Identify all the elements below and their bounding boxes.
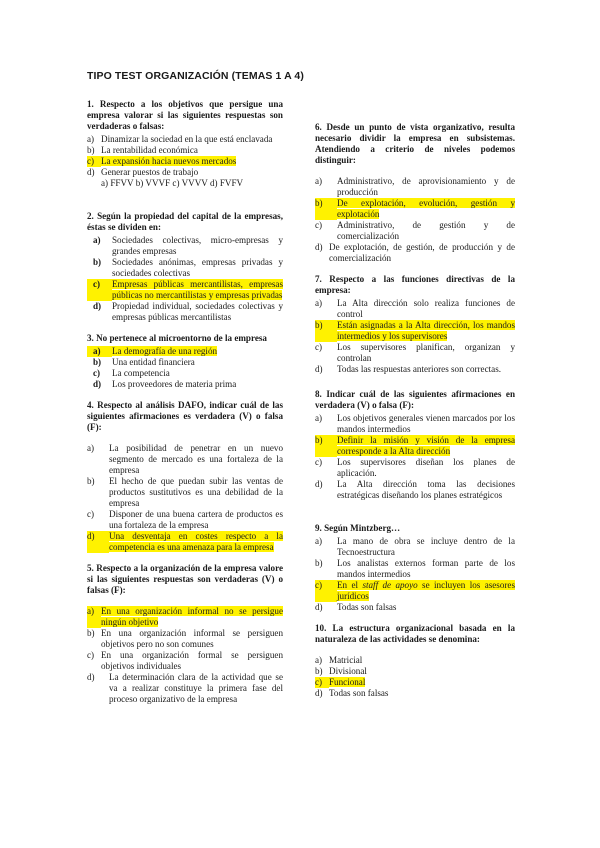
highlighted-answer: Están asignadas a la Alta dirección, los mandos intermedios y los supervisores — [337, 320, 515, 341]
option-d: d) Una desventaja en costes respecto a la competencia es una amenaza para la empresa — [87, 531, 283, 552]
question-title: 7. Respecto a las funciones directivas de la empresa: — [315, 274, 515, 295]
option-a: a) Sociedades colectivas, micro-empresas y grandes empresas — [93, 235, 283, 256]
question-title: 1. Respecto a los objetivos que persigue una empresa valorar si las siguientes respuestas son verdaderas o falsas: — [87, 99, 283, 131]
question-title: 2. Según la propiedad del capital de la empresas, éstas se dividen en: — [87, 211, 283, 232]
highlighted-answer: Funcional — [329, 677, 366, 687]
option-b: b) Los analistas externos forman parte de los mandos intermedios — [315, 558, 515, 579]
question-7 — [315, 274, 515, 375]
highlighted-answer: La expansión hacia nuevos mercados — [101, 156, 237, 166]
question-8 — [315, 389, 515, 501]
highlighted-answer: De explotación, evolución, gestión y explotación — [337, 198, 515, 219]
option-c: c) Los supervisores diseñan los planes de aplicación. — [315, 457, 515, 478]
option-b: b) En una organización informal se persiguen objetivos pero no son comunes — [87, 628, 283, 649]
right-column — [315, 122, 515, 699]
option-a: a) En una organización informal no se persigue ningún objetivo — [87, 606, 283, 627]
question-title: 10. La estructura organizacional basada en la naturaleza de las actividades se denomina: — [315, 623, 515, 644]
option-a: a) Dinamizar la sociedad en la que está enclavada — [87, 134, 273, 144]
question-4 — [87, 400, 283, 553]
option-c: c) Funcional — [315, 677, 366, 687]
option-c: c) En una organización formal se persiguen objetivos individuales — [87, 650, 283, 671]
option-a: a) Los objetivos generales vienen marcados por los mandos intermedios — [315, 413, 515, 434]
option-d: d) De explotación, de gestión, de producción y de comercialización — [315, 242, 515, 263]
highlighted-answer: En una organización informal no se persigue ningún objetivo — [101, 606, 283, 627]
option-c: c) La competencia — [93, 368, 170, 378]
left-column — [87, 99, 283, 705]
highlighted-answer: La demografía de una región — [112, 346, 218, 356]
option-d: d) Todas las respuestas anteriores son correctas. — [315, 364, 502, 374]
option-d: d) La Alta dirección toma las decisiones estratégicas diseñando los planes estratégicos — [315, 479, 515, 500]
option-b: b) La rentabilidad económica — [87, 145, 198, 155]
highlighted-answer: En el staff de apoyo se incluyen los asesores jurídicos — [337, 580, 515, 601]
question-9 — [315, 523, 515, 613]
question-title: 5. Respecto a la organización de la empresa valore si las siguientes respuestas son verdaderas (V) o falsas (F): — [87, 563, 283, 595]
option-d: d) Todas son falsas — [315, 602, 397, 612]
option-b: b) El hecho de que puedan subir las ventas de productos sustitutivos es una debilidad de la empresa — [87, 476, 283, 508]
option-d: d) Todas son falsas — [315, 688, 389, 698]
question-1 — [87, 99, 283, 189]
option-d: d) Generar puestos de trabajo — [87, 167, 199, 177]
option-b: b) Divisional — [315, 666, 367, 676]
question-6 — [315, 122, 515, 264]
option-b: b) De explotación, evolución, gestión y explotación — [315, 198, 515, 219]
page-title: TIPO TEST ORGANIZACIÓN (TEMAS 1 A 4) — [87, 70, 304, 82]
option-b: b) Definir la misión y visión de la empresa corresponde a la Alta dirección — [315, 435, 515, 456]
option-a: a) La mano de obra se incluye dentro de la Tecnoestructura — [315, 536, 515, 557]
question-title: 9. Según Mintzberg… — [315, 523, 401, 533]
question-2 — [87, 211, 283, 323]
highlighted-answer: Empresas públicas mercantilistas, empresas públicas no mercantilistas y empresas privadas — [112, 279, 283, 300]
option-b: b) Una entidad financiera — [93, 357, 195, 367]
question-title: 4. Respecto al análisis DAFO, indicar cuál de las siguientes afirmaciones es verdadera (V) o falsa (F): — [87, 400, 283, 432]
answer-combinations: a) FFVV b) VVVF c) VVVV d) FVFV — [101, 178, 244, 188]
option-c: c) Empresas públicas mercantilistas, empresas públicas no mercantilistas y empresas privadas — [87, 279, 283, 301]
option-a: a) La posibilidad de penetrar en un nuevo segmento de mercado es una fortaleza de la empresa — [87, 443, 283, 475]
question-5 — [87, 563, 283, 705]
option-a: a) Administrativo, de aprovisionamiento y de producción — [315, 176, 515, 197]
option-d: d) La determinación clara de la actividad que se va a realizar constituye la primera fase del proceso organizativo de la empresa — [87, 672, 283, 704]
question-title: 3. No pertenece al microentorno de la empresa — [87, 333, 267, 343]
question-title: 8. Indicar cuál de las siguientes afirmaciones en verdadera (V) o falsa (F): — [315, 389, 515, 410]
question-10 — [315, 623, 515, 699]
option-b: b) Están asignadas a la Alta dirección, los mandos intermedios y los supervisores — [315, 320, 515, 341]
option-c: c) Administrativo, de gestión y de comercialización — [315, 220, 515, 241]
option-c: c) En el staff de apoyo se incluyen los asesores jurídicos — [315, 580, 515, 601]
option-d: d) Propiedad individual, sociedades colectivas y empresas públicas mercantilistas — [93, 301, 283, 322]
option-a: a) Matricial — [315, 655, 363, 665]
question-3 — [87, 333, 283, 390]
option-c: c) Disponer de una buena cartera de productos es una fortaleza de la empresa — [87, 509, 283, 530]
option-d: d) Los proveedores de materia prima — [93, 379, 237, 389]
option-c: c) La expansión hacia nuevos mercados — [87, 156, 237, 166]
question-title: 6. Desde un punto de vista organizativo, resulta necesario dividir la empresa en subsistemas. Atendiendo a criterio de niveles podemos distinguir: — [315, 122, 515, 165]
option-a: a) La Alta dirección solo realiza funciones de control — [315, 298, 515, 319]
option-b: b) Sociedades anónimas, empresas privadas y sociedades colectivas — [93, 257, 283, 278]
option-c: c) Los supervisores planifican, organizan y controlan — [315, 342, 515, 363]
highlighted-answer: Una desventaja en costes respecto a la competencia es una amenaza para la empresa — [109, 531, 283, 552]
highlighted-answer: Definir la misión y visión de la empresa corresponde a la Alta dirección — [337, 435, 515, 456]
option-a: a) La demografía de una región — [87, 346, 283, 357]
